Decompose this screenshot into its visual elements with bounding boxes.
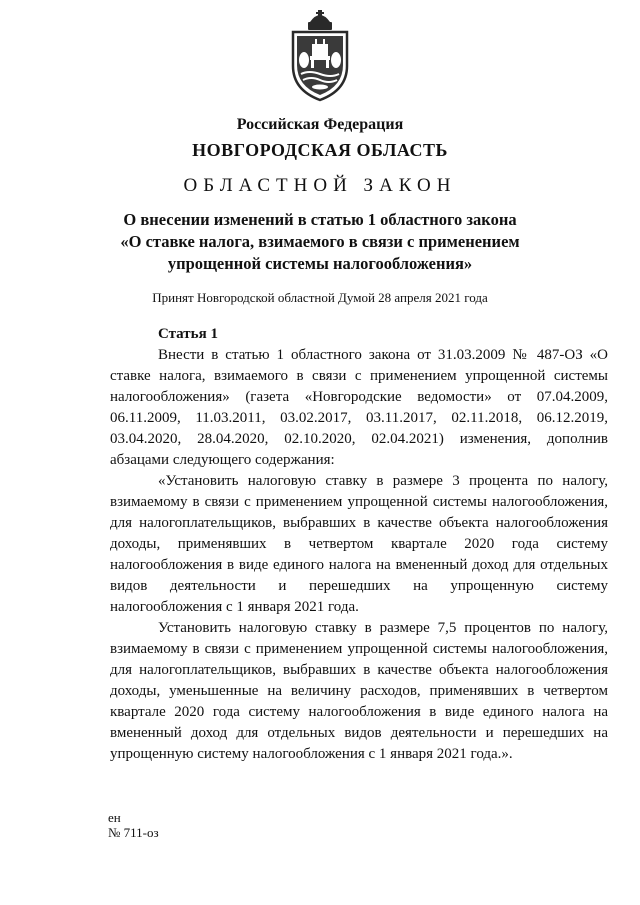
law-title-line: «О ставке налога, взимаемого в связи с применением xyxy=(120,232,520,251)
document-footer xyxy=(108,810,159,840)
law-title xyxy=(60,209,580,275)
law-title-line: О внесении изменений в статью 1 областного закона xyxy=(123,210,517,229)
emblem-container xyxy=(0,8,640,104)
region-heading: НОВГОРОДСКАЯ ОБЛАСТЬ xyxy=(192,140,448,160)
federation-heading: Российская Федерация xyxy=(236,116,404,133)
article-paragraph: «Установить налоговую ставку в размере 3 процента по налогу, взимаемому в связи с применением упрощенной системы налогообложения, для налогоплательщиков, выбравших в качестве объекта налогообложения доходы, применявших в четвертом квартале 2020 года систему налогообложения в виде единого налога на вмененный доход для отдельных видов деятельности и перешедших на упрощенную систему налогообложения с 1 января 2021 года. xyxy=(110,473,608,615)
footer-initials: ен xyxy=(108,810,121,825)
adoption-note: Принят Новгородской областной Думой 28 апреля 2021 года xyxy=(152,290,488,305)
article-body xyxy=(110,324,608,765)
coat-of-arms-icon xyxy=(279,8,361,104)
law-title-line: упрощенной системы налогообложения» xyxy=(167,254,473,273)
document-type-heading: ОБЛАСТНОЙ ЗАКОН xyxy=(183,175,457,196)
article-paragraph: Внести в статью 1 областного закона от 31.03.2009 № 487-ОЗ «О ставке налога, взимаемого в связи с применением упрощенной системы налогообложения» (газета «Новгородские ведомости» от 07.04.2009, 06.11.2009, 11.03.2011, 03.02.2017, 03.11.2017, 02.11.2018, 06.12.2019, 03.04.2020, 28.04.2020, 02.10.2020, 02.04.2021) изменения, дополнив абзацами следующего содержания: xyxy=(110,347,608,468)
article-heading: Статья 1 xyxy=(158,326,218,342)
article-paragraph: Установить налоговую ставку в размере 7,5 процентов по налогу, взимаемому в связи с применением упрощенной системы налогообложения, для налогоплательщиков, выбравших в качестве объекта налогообложения доходы, уменьшенные на величину расходов, применявших в четвертом квартале 2020 года систему налогообложения в виде единого налога на вмененный доход для отдельных видов деятельности и перешедших на упрощенную систему налогообложения с 1 января 2021 года.». xyxy=(110,620,608,762)
footer-document-number: № 711-оз xyxy=(108,825,159,840)
